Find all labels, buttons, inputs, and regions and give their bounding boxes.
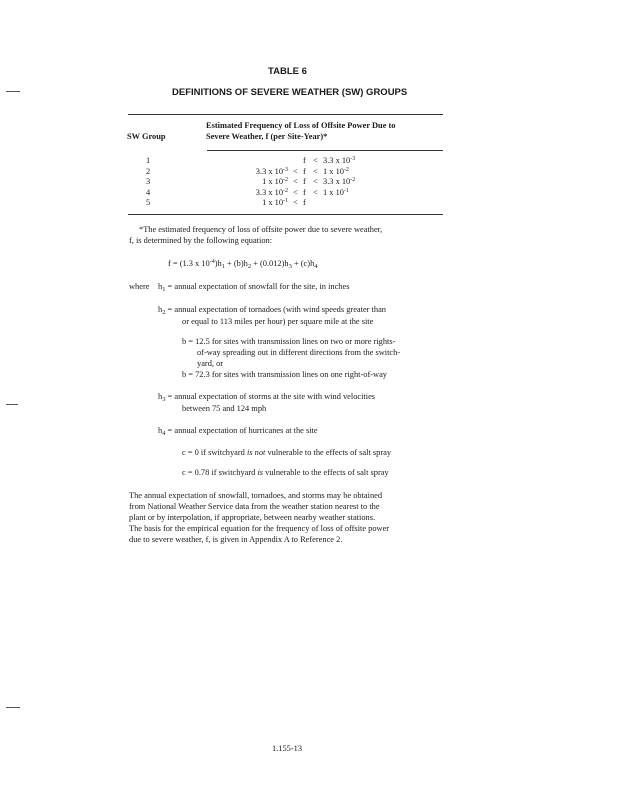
- table-row-lower-bound: [256, 166, 288, 177]
- h1-symbol: h: [158, 282, 163, 291]
- h4-symbol: h: [158, 426, 163, 435]
- c1-post: vulnerable to the effects of salt spray: [265, 448, 392, 457]
- equation-sub: 4: [314, 263, 318, 270]
- h4-subscript: 4: [162, 430, 166, 437]
- equation-lhs: f = (1.3 x 10: [168, 259, 210, 268]
- lower-bound-exponent: -2: [283, 177, 288, 183]
- scan-mark: [6, 404, 18, 405]
- upper-bound-value: 1 x 10: [323, 166, 344, 176]
- b1-line-2: of-way spreading out in different directions from the switch-: [197, 348, 401, 357]
- h2-subscript: 2: [162, 309, 166, 316]
- upper-bound-value: 3.3 x 10: [323, 156, 351, 165]
- table-row-group: 1: [146, 156, 151, 165]
- paragraph-line: from National Weather Service data from the weather station nearest to the: [129, 502, 380, 511]
- footnote-line-2: f, is determined by the following equation:: [129, 236, 273, 245]
- table-row-lower-bound: [256, 187, 288, 198]
- lower-bound-value: 1 x 10: [262, 198, 283, 207]
- col-header-frequency-1: Estimated Frequency of Loss of Offsite Power Due to: [206, 121, 396, 130]
- frequency-symbol: f: [303, 166, 306, 176]
- c1-pre: c = 0 if switchyard: [182, 448, 247, 457]
- equation-sub: 3: [288, 263, 292, 270]
- paragraph-line: The basis for the empirical equation for the frequency of loss of offsite power: [129, 524, 390, 533]
- table-label: TABLE 6: [268, 66, 307, 77]
- upper-operator: <: [313, 187, 318, 197]
- upper-bound-exponent: -2: [343, 166, 349, 173]
- lower-bound-value: 3.3 x 10: [255, 187, 283, 197]
- lower-bound-exponent: -2: [283, 187, 288, 194]
- upper-bound-value: 1 x 10: [323, 187, 344, 197]
- h3-text: = annual expectation of storms at the site with wind velocities: [165, 392, 376, 401]
- table-row-inequality: [293, 166, 349, 177]
- h3-definition: [158, 391, 375, 402]
- c2-post: vulnerable to the effects of salt spray: [263, 468, 389, 477]
- equation-term: )h: [214, 259, 222, 268]
- table-row-group: 5: [146, 198, 151, 207]
- col-header-sw-group: SW Group: [127, 132, 166, 141]
- c-vulnerable: [182, 467, 389, 478]
- table-row-inequality: [293, 197, 323, 208]
- paragraph-line: due to severe weather, f, is given in Appendix A to Reference 2.: [129, 535, 343, 544]
- frequency-symbol: f: [303, 177, 306, 186]
- frequency-symbol: f: [303, 156, 306, 165]
- c2-emphasis: is: [257, 468, 264, 477]
- table-header-rule: [207, 150, 443, 151]
- equation-sub: 2: [247, 263, 252, 270]
- h2-text: = annual expectation of tornadoes (with wind speeds greater than: [165, 305, 386, 314]
- table-row-group: 4: [146, 187, 151, 197]
- lower-operator: <: [293, 198, 298, 207]
- upper-bound-exponent: -2: [350, 177, 356, 183]
- table-row-lower-bound: [262, 176, 288, 187]
- upper-bound-exponent: -1: [343, 187, 349, 194]
- h2-definition: [158, 304, 386, 315]
- table-row-group: 2: [146, 166, 151, 176]
- lower-operator: <: [293, 166, 298, 176]
- col-header-frequency-2: Severe Weather, f (per Site-Year)*: [206, 132, 328, 141]
- h4-text: = annual expectation of hurricanes at the site: [165, 426, 318, 435]
- table-title: DEFINITIONS OF SEVERE WEATHER (SW) GROUPS: [172, 87, 408, 98]
- b1-line-3: yard, or: [197, 359, 224, 368]
- equation-term: + (b)h: [224, 259, 248, 268]
- frequency-symbol: f: [303, 187, 306, 197]
- table-row-group: 3: [146, 177, 151, 186]
- table-row-inequality: [293, 187, 349, 198]
- lower-operator: <: [293, 187, 298, 197]
- table-row-inequality: [293, 176, 355, 187]
- paragraph-line: plant or by interpolation, if appropriate, between nearby weather stations.: [129, 513, 376, 522]
- h2-definition-cont: or equal to 113 miles per hour) per square mile at the site: [182, 317, 374, 326]
- table-bottom-rule: [128, 214, 443, 215]
- where-label: where: [129, 282, 150, 291]
- frequency-symbol: f: [303, 198, 306, 207]
- upper-operator: <: [313, 177, 318, 186]
- upper-bound-value: 3.3 x 10: [323, 177, 351, 186]
- lower-bound-exponent: -3: [283, 166, 288, 173]
- equation-exp: -4: [209, 259, 215, 265]
- upper-operator: <: [313, 166, 318, 176]
- upper-bound-exponent: -3: [350, 156, 356, 162]
- lower-bound-exponent: -1: [283, 198, 288, 204]
- paragraph-line: The annual expectation of snowfall, tornadoes, and storms may be obtained: [129, 491, 383, 500]
- lower-bound-value: 1 x 10: [262, 177, 283, 186]
- table-row-lower-bound: [262, 197, 288, 208]
- c-not-vulnerable: [182, 447, 391, 458]
- upper-operator: <: [313, 156, 318, 165]
- scan-mark: [6, 707, 20, 708]
- h3-symbol: h: [158, 392, 163, 401]
- h3-definition-cont: between 75 and 124 mph: [182, 404, 267, 413]
- c2-pre: c = 0.78 if switchyard: [182, 468, 258, 477]
- h4-definition: [158, 425, 318, 436]
- h1-text: = annual expectation of snowfall for the site, in inches: [165, 282, 350, 291]
- b1-line-1: b = 12.5 for sites with transmission lines on two or more rights-: [182, 337, 396, 346]
- h1-definition: [158, 281, 349, 292]
- lower-operator: <: [293, 177, 298, 186]
- scan-mark: [6, 91, 20, 92]
- page-number: 1.155-13: [272, 744, 303, 753]
- equation-term: + (0.012)h: [251, 259, 289, 268]
- h1-subscript: 1: [162, 286, 166, 293]
- equation-term: + (c)h: [291, 259, 315, 268]
- equation-sub: 1: [221, 263, 225, 270]
- b2-line: b = 72.3 for sites with transmission lines on one right-of-way: [182, 370, 387, 379]
- lower-bound-value: 3.3 x 10: [255, 166, 283, 176]
- footnote-line-1: *The estimated frequency of loss of offsite power due to severe weather,: [139, 225, 383, 234]
- h2-symbol: h: [158, 305, 163, 314]
- c1-emphasis: is not: [246, 448, 266, 457]
- table-top-rule: [128, 114, 443, 115]
- equation: [168, 258, 318, 269]
- h3-subscript: 3: [162, 396, 166, 403]
- table-row-inequality: [293, 155, 355, 166]
